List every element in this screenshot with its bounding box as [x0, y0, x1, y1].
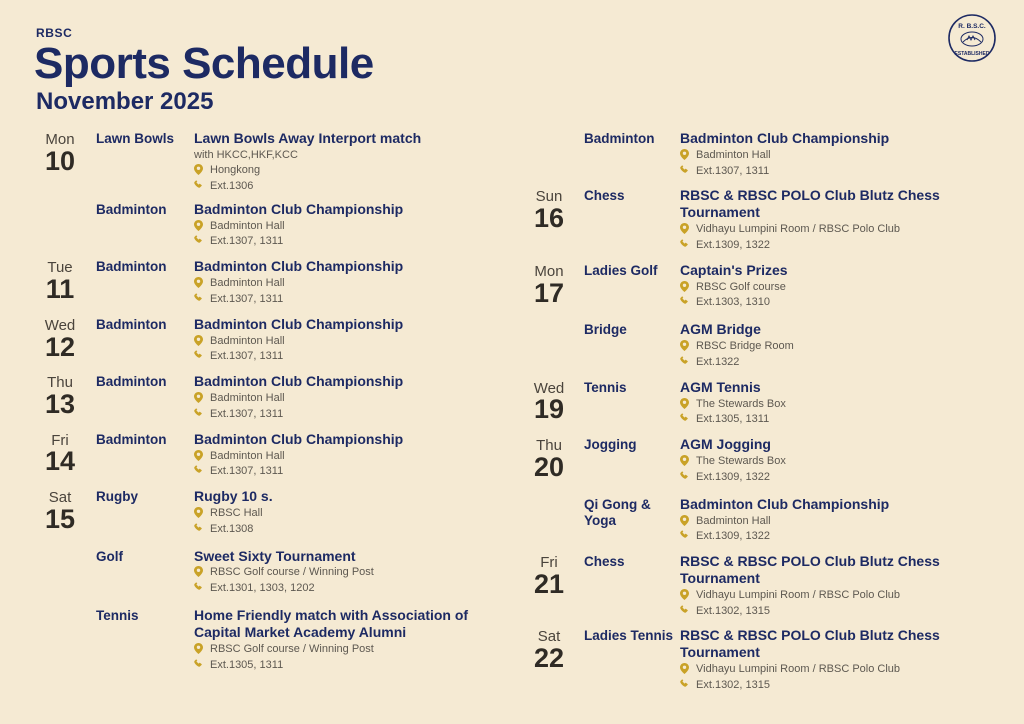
page-header — [34, 26, 374, 115]
day-number: 10 — [44, 145, 76, 176]
svg-text:ESTABLISHED: ESTABLISHED — [954, 51, 990, 57]
event-sport: Badminton — [96, 259, 167, 275]
event-location-row — [680, 339, 1006, 354]
event-sport: Badminton — [96, 201, 167, 217]
event-phone: Ext.1322 — [696, 355, 740, 368]
rbsc-crest-logo-icon — [946, 12, 998, 64]
event-title: Home Friendly match with Association of Capital Market Academy Alumni — [194, 607, 469, 640]
event-location-row — [680, 514, 1006, 529]
event-detail — [678, 436, 1006, 484]
event-sport: Lawn Bowls — [96, 131, 175, 146]
event-list — [86, 431, 498, 486]
day-of-week: Tue — [47, 259, 73, 277]
location-pin-icon — [194, 391, 210, 403]
event-phone: Ext.1306 — [210, 179, 254, 192]
event-location: Badminton Hall — [210, 219, 285, 232]
event-item[interactable] — [584, 187, 1006, 252]
event-phone-row — [680, 412, 1006, 427]
location-pin-icon — [680, 454, 696, 466]
schedule-columns — [0, 130, 1024, 702]
event-detail — [192, 316, 498, 364]
event-location: RBSC Bridge Room — [696, 340, 794, 353]
day-of-week: Thu — [536, 437, 562, 455]
event-detail — [678, 627, 1006, 692]
event-item[interactable] — [584, 379, 1006, 427]
event-location-row — [194, 642, 498, 657]
event-detail — [192, 201, 498, 249]
event-phone-row — [680, 164, 1006, 179]
event-location: Hongkong — [210, 164, 261, 177]
event-detail — [678, 553, 1006, 618]
event-list — [574, 436, 1006, 551]
day-block — [524, 553, 1006, 625]
event-title: Badminton Club Championship — [680, 130, 890, 146]
event-location: The Stewards Box — [696, 397, 786, 410]
day-block — [34, 130, 498, 256]
event-item[interactable] — [96, 130, 498, 194]
day-number: 11 — [45, 274, 75, 305]
event-item[interactable] — [96, 607, 498, 672]
event-phone-row — [194, 581, 498, 596]
event-item[interactable] — [584, 262, 1006, 310]
location-pin-icon — [194, 642, 210, 654]
event-title: AGM Bridge — [680, 321, 761, 338]
event-list — [574, 627, 1006, 699]
event-location: RBSC Hall — [210, 507, 263, 519]
event-title: Badminton Club Championship — [194, 430, 404, 447]
phone-icon — [194, 522, 210, 533]
event-location-row — [194, 506, 498, 521]
event-phone-row — [194, 234, 498, 249]
location-pin-icon — [194, 276, 210, 288]
event-phone: Ext.1301, 1303, 1202 — [210, 582, 315, 595]
event-location: Badminton Hall — [696, 514, 771, 527]
event-item[interactable] — [96, 316, 498, 364]
event-list — [574, 553, 1006, 625]
event-list — [574, 187, 1006, 259]
day-number: 16 — [533, 203, 565, 234]
event-sport: Badminton — [96, 316, 167, 332]
event-phone-row — [194, 292, 498, 307]
date-cell — [524, 187, 574, 232]
event-location: Badminton Hall — [210, 277, 285, 290]
event-item[interactable] — [96, 258, 498, 306]
event-item[interactable] — [96, 201, 498, 249]
day-of-week: Sun — [535, 188, 563, 206]
day-block — [524, 130, 1006, 185]
event-phone-row — [680, 470, 1006, 485]
phone-icon — [680, 295, 696, 306]
event-item[interactable] — [584, 627, 1006, 692]
date-cell — [524, 130, 574, 132]
event-phone: Ext.1302, 1315 — [696, 604, 771, 617]
event-item[interactable] — [584, 496, 1006, 544]
day-of-week: Thu — [47, 374, 73, 392]
day-block — [524, 627, 1006, 699]
day-number: 14 — [44, 446, 76, 477]
day-number: 21 — [533, 568, 565, 599]
day-number: 13 — [44, 388, 76, 419]
phone-icon — [680, 529, 696, 540]
phone-icon — [680, 355, 696, 366]
event-list — [86, 316, 498, 371]
phone-icon — [194, 581, 210, 592]
day-of-week: Sat — [48, 489, 72, 507]
page-subtitle: November 2025 — [36, 87, 214, 115]
day-of-week: Wed — [533, 379, 565, 397]
event-location-row — [194, 391, 498, 406]
event-title: Badminton Club Championship — [194, 258, 404, 275]
event-phone: Ext.1302, 1315 — [696, 678, 771, 691]
event-phone: Ext.1307, 1311 — [210, 407, 284, 420]
day-of-week: Fri — [540, 554, 558, 572]
event-sport: Badminton — [584, 131, 655, 146]
event-detail — [678, 379, 1006, 427]
event-phone-row — [194, 179, 498, 194]
event-location-row — [680, 662, 1006, 677]
event-sport: Qi Gong & Yoga — [584, 496, 651, 528]
location-pin-icon — [194, 506, 210, 518]
event-item[interactable] — [584, 321, 1006, 369]
date-cell — [34, 316, 86, 361]
date-cell — [524, 262, 574, 307]
day-block — [34, 316, 498, 371]
event-phone-row — [680, 604, 1006, 619]
event-list — [86, 130, 498, 256]
day-block — [34, 373, 498, 428]
day-block — [524, 187, 1006, 259]
phone-icon — [194, 464, 210, 475]
phone-icon — [194, 349, 210, 360]
location-pin-icon — [194, 449, 210, 461]
event-item[interactable] — [584, 436, 1006, 484]
event-title: AGM Jogging — [680, 436, 771, 453]
event-note: with HKCC,HKF,KCC — [194, 148, 298, 161]
event-location: RBSC Golf course / Winning Post — [210, 566, 374, 579]
location-pin-icon — [680, 397, 696, 409]
day-of-week: Mon — [534, 262, 564, 280]
event-detail — [192, 488, 498, 536]
event-sport: Bridge — [584, 322, 627, 338]
event-title: Lawn Bowls Away Interport match — [194, 130, 422, 146]
event-list — [86, 488, 498, 679]
phone-icon — [194, 234, 210, 245]
event-title: Badminton Club Championship — [194, 315, 404, 332]
location-pin-icon — [680, 222, 696, 234]
day-block — [524, 436, 1006, 551]
schedule-column-left — [0, 130, 512, 702]
event-title: AGM Tennis — [680, 378, 761, 395]
event-list — [86, 373, 498, 428]
event-phone: Ext.1307, 1311 — [210, 465, 284, 478]
event-phone: Ext.1307, 1311 — [210, 235, 284, 248]
event-phone-row — [194, 464, 498, 479]
event-location: Badminton Hall — [210, 392, 285, 405]
event-phone-row — [194, 407, 498, 422]
event-sport: Chess — [584, 188, 625, 204]
event-sport: Jogging — [584, 437, 637, 453]
event-item[interactable] — [584, 553, 1006, 618]
event-location-row — [680, 397, 1006, 412]
event-title: RBSC & RBSC POLO Club Blutz Chess Tournament — [680, 553, 940, 586]
event-detail — [192, 431, 498, 479]
day-of-week: Sat — [537, 628, 561, 646]
event-phone: Ext.1309, 1322 — [696, 530, 771, 543]
location-pin-icon — [680, 339, 696, 351]
event-phone: Ext.1309, 1322 — [696, 470, 771, 483]
event-location: RBSC Golf course — [696, 280, 786, 293]
date-cell — [34, 258, 86, 303]
day-number: 22 — [533, 643, 565, 674]
event-phone-row — [680, 529, 1006, 544]
event-sport: Badminton — [96, 374, 167, 390]
event-title: Badminton Club Championship — [194, 373, 404, 390]
location-pin-icon — [194, 565, 210, 577]
svg-text:R. B.S.C.: R. B.S.C. — [958, 23, 986, 30]
date-cell — [34, 373, 86, 418]
date-cell — [524, 627, 574, 672]
day-of-week: Mon — [45, 131, 75, 148]
event-item[interactable] — [584, 130, 1006, 178]
event-phone: Ext.1303, 1310 — [696, 296, 771, 309]
event-detail — [192, 373, 498, 421]
event-location-row — [194, 276, 498, 291]
event-location-row — [680, 222, 1006, 237]
event-title: Captain's Prizes — [680, 261, 788, 278]
event-location-row — [680, 148, 1006, 163]
location-pin-icon — [680, 662, 696, 674]
day-block — [524, 262, 1006, 377]
event-item[interactable] — [96, 431, 498, 479]
event-phone: Ext.1309, 1322 — [696, 238, 771, 251]
event-location-row — [680, 454, 1006, 469]
event-sport: Golf — [96, 548, 123, 564]
event-title: Sweet Sixty Tournament — [194, 547, 356, 564]
event-detail — [192, 548, 498, 596]
event-location-row — [194, 449, 498, 464]
event-location-row — [194, 334, 498, 349]
day-of-week: Wed — [44, 316, 76, 334]
event-detail — [192, 607, 498, 672]
day-block — [34, 488, 498, 679]
location-pin-icon — [194, 219, 210, 231]
event-title: Rugby 10 s. — [194, 488, 273, 505]
event-location-row — [680, 588, 1006, 603]
day-number: 19 — [533, 394, 565, 425]
event-phone: Ext.1308 — [210, 522, 254, 535]
event-title: Badminton Club Championship — [680, 495, 890, 512]
phone-icon — [194, 179, 210, 190]
event-title: RBSC & RBSC POLO Club Blutz Chess Tournament — [680, 187, 940, 221]
event-phone: Ext.1307, 1311 — [210, 292, 284, 305]
day-number: 17 — [533, 277, 565, 308]
day-number: 15 — [44, 503, 76, 534]
event-phone: Ext.1307, 1311 — [210, 350, 284, 363]
phone-icon — [194, 292, 210, 303]
event-list — [574, 379, 1006, 434]
date-cell — [34, 431, 86, 476]
event-location: Badminton Hall — [210, 334, 285, 347]
location-pin-icon — [680, 588, 696, 600]
location-pin-icon — [680, 148, 696, 160]
event-phone-row — [194, 349, 498, 364]
event-sport: Ladies Tennis — [584, 628, 674, 644]
event-phone-row — [680, 238, 1006, 253]
event-phone: Ext.1307, 1311 — [696, 164, 770, 177]
event-detail — [678, 321, 1006, 369]
event-title: Badminton Club Championship — [194, 200, 404, 217]
event-list — [86, 258, 498, 313]
event-phone-row — [194, 522, 498, 537]
event-title: RBSC & RBSC POLO Club Blutz Chess Tournament — [680, 627, 940, 661]
day-number: 12 — [44, 331, 76, 362]
event-phone-row — [194, 658, 498, 673]
event-location-row — [194, 565, 498, 580]
phone-icon — [194, 658, 210, 669]
event-detail — [192, 130, 498, 194]
event-item[interactable] — [96, 373, 498, 421]
day-block — [524, 379, 1006, 434]
day-block — [34, 431, 498, 486]
event-detail — [192, 258, 498, 306]
event-sport: Tennis — [96, 608, 139, 624]
date-cell — [34, 130, 86, 175]
event-sport: Badminton — [96, 431, 167, 447]
event-location-row — [194, 219, 498, 234]
location-pin-icon — [680, 514, 696, 526]
day-number: 20 — [533, 451, 565, 482]
event-location: Vidhayu Lumpini Room / RBSC Polo Club — [696, 663, 901, 676]
event-phone-row — [680, 295, 1006, 310]
event-location: Badminton Hall — [210, 449, 285, 462]
event-location: RBSC Golf course / Winning Post — [210, 642, 374, 655]
day-block — [34, 258, 498, 313]
event-location-row — [680, 280, 1006, 295]
event-sport: Ladies Golf — [584, 262, 658, 278]
phone-icon — [680, 470, 696, 481]
event-detail — [678, 187, 1006, 252]
date-cell — [524, 436, 574, 481]
page-title: Sports Schedule — [34, 39, 374, 88]
event-location: Vidhayu Lumpini Room / RBSC Polo Club — [696, 223, 901, 236]
phone-icon — [680, 678, 696, 689]
event-sport: Tennis — [584, 379, 627, 395]
schedule-column-right — [512, 130, 1024, 702]
event-phone-row — [680, 355, 1006, 370]
event-location: Vidhayu Lumpini Room / RBSC Polo Club — [696, 588, 901, 601]
event-item[interactable] — [96, 488, 498, 536]
event-phone: Ext.1305, 1311 — [696, 413, 770, 426]
event-list — [574, 130, 1006, 185]
event-detail — [678, 130, 1006, 178]
date-cell — [524, 553, 574, 598]
event-location: Badminton Hall — [696, 148, 771, 161]
phone-icon — [680, 164, 696, 175]
event-location: The Stewards Box — [696, 455, 786, 468]
phone-icon — [194, 407, 210, 418]
event-phone-row — [680, 678, 1006, 693]
day-of-week: Fri — [51, 431, 69, 449]
event-list — [574, 262, 1006, 377]
event-item[interactable] — [96, 548, 498, 596]
location-pin-icon — [194, 334, 210, 346]
event-sport: Rugby — [96, 489, 138, 505]
event-location-row — [194, 163, 498, 178]
phone-icon — [680, 238, 696, 249]
brand-label: RBSC — [36, 26, 73, 40]
location-pin-icon — [680, 280, 696, 292]
phone-icon — [680, 604, 696, 615]
phone-icon — [680, 412, 696, 423]
date-cell — [34, 488, 86, 533]
date-cell — [524, 379, 574, 424]
event-detail — [678, 496, 1006, 544]
event-phone: Ext.1305, 1311 — [210, 658, 284, 671]
location-pin-icon — [194, 163, 210, 175]
event-detail — [678, 262, 1006, 310]
event-sport: Chess — [584, 554, 625, 570]
